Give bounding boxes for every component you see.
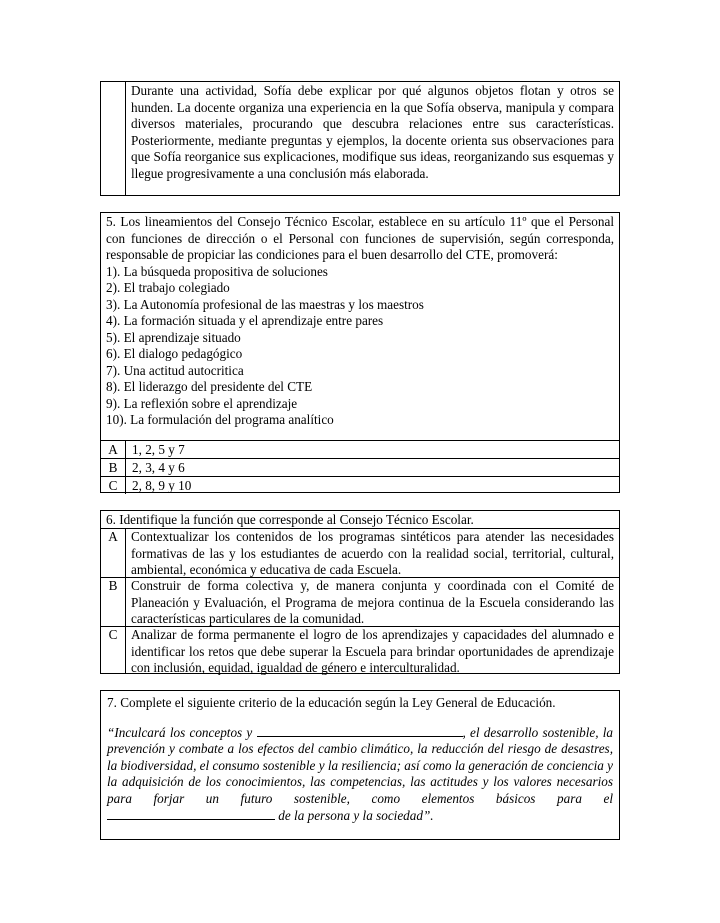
option-letter: A	[101, 529, 126, 577]
option-text: 2, 3, 4 y 6	[132, 460, 185, 475]
list-item: 8). El liderazgo del presidente del CTE	[106, 379, 313, 394]
list-item: 2). El trabajo colegiado	[106, 280, 230, 295]
question-5-option-c[interactable]	[101, 476, 619, 494]
question-6-option-a[interactable]	[101, 528, 619, 577]
option-text: Analizar de forma permanente el logro de los aprendizajes y capacidades del alumnado e identificar los retos que debe superar la Escuela para brindar oportunidades de aprendizaje con inclusión, equidad, igualdad de género e interculturalidad.	[131, 627, 614, 675]
list-item: 5). El aprendizaje situado	[106, 329, 241, 345]
list-item: 6). El dialogo pedagógico	[106, 346, 243, 361]
question-6-stem: 6. Identifique la función que corresponde al Consejo Técnico Escolar.	[106, 512, 474, 527]
question-5-option-b[interactable]	[101, 458, 619, 476]
question-7-box	[100, 690, 620, 840]
question-6-option-c[interactable]	[101, 626, 619, 674]
question-5-stem: 5. Los lineamientos del Consejo Técnico Escolar, establece en su artículo 11º que el Personal con funciones de dirección o el Personal con funciones de supervisión, según corresponda, responsable de propiciar las condiciones para el buen desarrollo del CTE, promoverá:	[106, 214, 614, 262]
quote-open-mark: “	[107, 724, 115, 740]
option-letter: C	[101, 477, 126, 494]
empty-letter-cell	[101, 82, 126, 195]
option-letter: B	[101, 459, 126, 476]
answer-blank-2[interactable]	[107, 807, 275, 820]
option-text: Contextualizar los contenidos de los programas sintéticos para atender las necesidades formativas de las y los estudiantes de acuerdo con la realidad social, territorial, cultural, ambiental, económica y educativa de cada Escuela.	[131, 529, 614, 577]
scenario-text: Durante una actividad, Sofía debe explicar por qué algunos objetos flotan y otros se hunden. La docente organiza una experiencia en la que Sofía observa, manipula y compara diversos materiales, procurando que descubra relaciones entre sus características. Posteriormente, mediante preguntas y ejemplos, la docente orienta sus observaciones para que Sofía reorganice sus explicaciones, modifique sus ideas, reorganizando sus esquemas y llegue progresivamente a una conclusión más elaborada.	[131, 83, 614, 181]
list-item: 3). La Autonomía profesional de las maestras y los maestros	[106, 296, 424, 312]
question-5-stem-block	[101, 213, 619, 440]
quote-part-1: Inculcará los conceptos y	[114, 724, 253, 740]
option-letter: A	[101, 441, 126, 458]
list-item: 7). Una actitud autocritica	[106, 362, 244, 378]
question-5-box	[100, 212, 620, 493]
quote-close-mark: ”.	[422, 808, 434, 823]
question-7-stem: 7. Complete el siguiente criterio de la educación según la Ley General de Educación.	[107, 695, 556, 710]
question-6-option-b[interactable]	[101, 577, 619, 626]
question-7-quote	[101, 712, 619, 825]
question-5-option-a[interactable]	[101, 440, 619, 458]
option-text: 2, 8, 9 y 10	[132, 478, 192, 493]
quote-part-2: , el desarrollo sostenible, la prevención y combate a los efectos del cambio climático, la reducción del riesgo de desastres, la biodiversidad, el consumo sostenible y la resiliencia; así como la generación de conciencia y la adquisición de los conocimientos, las competencias, las actitudes y los valores necesarios para forjar un futuro sostenible, como elementos básicos para el	[107, 724, 614, 806]
scenario-box	[100, 81, 620, 196]
list-item: 4). La formación situada y el aprendizaje entre pares	[106, 313, 384, 328]
option-letter: C	[101, 627, 126, 674]
option-text: 1, 2, 5 y 7	[132, 442, 185, 457]
quote-part-3: de la persona y la sociedad	[278, 808, 423, 823]
option-letter: B	[101, 578, 126, 626]
list-item: 10). La formulación del programa analítico	[106, 412, 334, 427]
list-item: 1). La búsqueda propositiva de soluciones	[106, 263, 328, 279]
list-item: 9). La reflexión sobre el aprendizaje	[106, 395, 298, 411]
answer-blank-1[interactable]	[257, 724, 463, 737]
option-text: Construir de forma colectiva y, de manera conjunta y coordinada con el Comité de Planeación y Evaluación, el Programa de mejora continua de la Escuela considerando las características particulares de la comunidad.	[131, 578, 614, 626]
question-6-box	[100, 510, 620, 674]
